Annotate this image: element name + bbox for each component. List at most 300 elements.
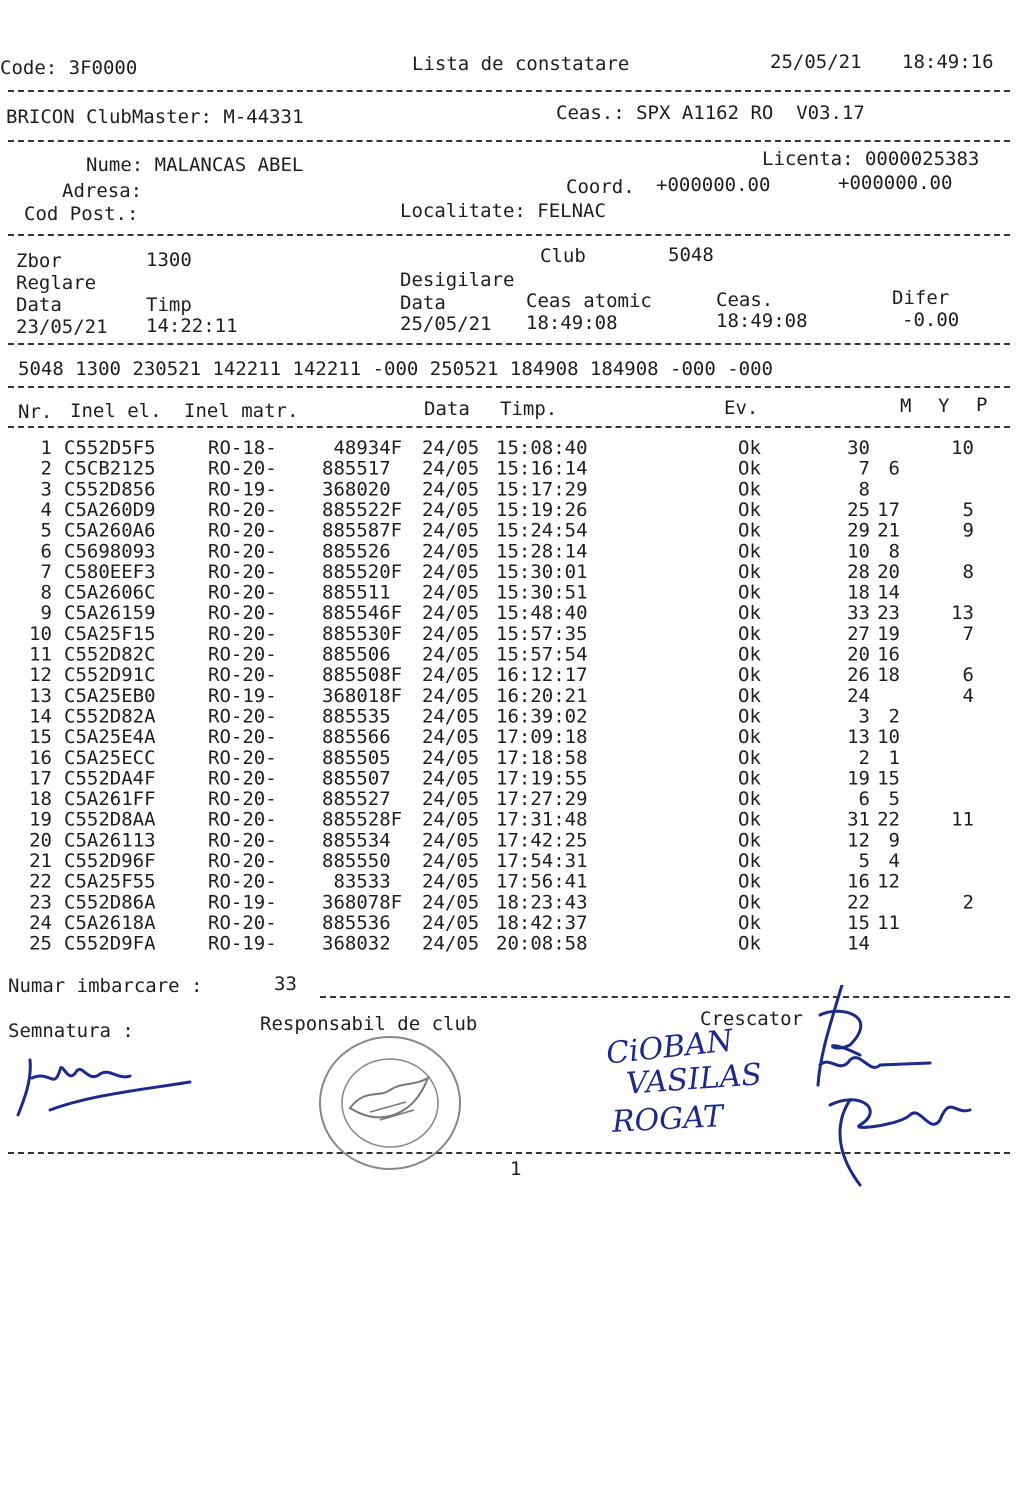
rank-y: 1 — [888, 746, 900, 769]
rank-y: 5 — [888, 788, 900, 811]
ring-prefix: RO-19- — [208, 684, 277, 707]
association-stamp — [310, 1028, 470, 1178]
ring-prefix: RO-20- — [208, 808, 277, 831]
electronic-ring: C5A2606C — [64, 581, 156, 604]
row-number: 1 — [40, 437, 52, 459]
event-status: Ok — [738, 519, 761, 542]
arrival-date: 24/05 — [422, 684, 480, 707]
arrival-time: 15:08:40 — [496, 437, 588, 459]
ring-number: 885546F — [322, 602, 403, 625]
arrival-date: 24/05 — [422, 643, 480, 666]
event-status: Ok — [738, 602, 761, 625]
event-status: Ok — [738, 643, 761, 666]
ring-prefix: RO-20- — [208, 911, 277, 934]
event-status: Ok — [738, 457, 761, 480]
table-row — [18, 830, 998, 851]
arrival-date: 24/05 — [422, 850, 480, 872]
row-number: 12 — [29, 664, 52, 687]
flight-label: Zbor — [16, 250, 62, 272]
rank-m: 16 — [847, 870, 870, 893]
row-number: 5 — [40, 519, 52, 542]
ring-number: 48934F — [322, 437, 403, 459]
ring-number: 885587F — [322, 519, 403, 542]
ring-prefix: RO-19- — [208, 932, 277, 955]
table-row — [18, 500, 998, 521]
table-row — [18, 645, 998, 666]
club-responsible-label: Responsabil de club — [260, 1013, 478, 1035]
reglare-time: 14:22:11 — [146, 315, 238, 337]
ring-number: 368018F — [322, 684, 403, 707]
rank-y: 9 — [888, 829, 900, 852]
rank-m: 5 — [858, 850, 870, 872]
arrival-date: 24/05 — [422, 808, 480, 831]
event-status: Ok — [738, 932, 761, 955]
rank-y: 10 — [877, 726, 900, 749]
arrival-time: 15:17:29 — [496, 478, 588, 501]
page-number: 1 — [510, 1158, 522, 1180]
col-timp: Timp. — [500, 398, 558, 420]
rank-m: 8 — [858, 478, 870, 501]
ring-number: 885507 — [322, 767, 391, 790]
arrival-time: 20:08:58 — [496, 932, 588, 955]
desigilare-clock: 18:49:08 — [716, 310, 808, 332]
rank-m: 22 — [847, 891, 870, 914]
table-row — [18, 438, 998, 459]
arrival-date: 24/05 — [422, 540, 480, 563]
rank-m: 26 — [847, 664, 870, 687]
table-row — [18, 459, 998, 480]
table-row — [18, 851, 998, 872]
arrival-date: 24/05 — [422, 932, 480, 955]
table-row — [18, 541, 998, 562]
ring-prefix: RO-20- — [208, 457, 277, 480]
arrival-time: 18:42:37 — [496, 911, 588, 934]
arrival-time: 17:31:48 — [496, 808, 588, 831]
ring-prefix: RO-20- — [208, 829, 277, 852]
arrival-time: 15:24:54 — [496, 519, 588, 542]
rank-y: 19 — [877, 622, 900, 645]
table-row — [18, 810, 998, 831]
rank-y: 18 — [877, 664, 900, 687]
arrival-date: 24/05 — [422, 437, 480, 459]
rank-y: 20 — [877, 560, 900, 583]
table-row — [18, 686, 998, 707]
electronic-ring: C552D856 — [64, 478, 156, 501]
event-status: Ok — [738, 684, 761, 707]
row-number: 3 — [40, 478, 52, 501]
breeder-label: Crescator — [700, 1008, 803, 1030]
rank-m: 2 — [858, 746, 870, 769]
electronic-ring: C580EEF3 — [64, 560, 156, 583]
electronic-ring: C5A26159 — [64, 602, 156, 625]
rank-m: 19 — [847, 767, 870, 790]
rank-p: 10 — [951, 437, 974, 459]
rank-y: 6 — [888, 457, 900, 480]
owner-name: Nume: MALANCAS ABEL — [86, 154, 304, 176]
electronic-ring: C5A260A6 — [64, 519, 156, 542]
rank-y: 14 — [877, 581, 900, 604]
breeder-signatures — [790, 985, 990, 1195]
rank-p: 7 — [962, 622, 974, 645]
postal-code-label: Cod Post.: — [24, 203, 139, 225]
rank-m: 24 — [847, 684, 870, 707]
row-number: 25 — [29, 932, 52, 955]
divider — [8, 140, 1010, 142]
row-number: 11 — [29, 643, 52, 666]
table-row — [18, 665, 998, 686]
table-row — [18, 789, 998, 810]
ring-prefix: RO-20- — [208, 746, 277, 769]
table-row — [18, 479, 998, 500]
coord-x: +000000.00 — [656, 174, 771, 196]
rank-p: 5 — [962, 498, 974, 521]
arrival-time: 17:09:18 — [496, 726, 588, 749]
arrival-time: 17:27:29 — [496, 788, 588, 811]
event-status: Ok — [738, 726, 761, 749]
ring-number: 885528F — [322, 808, 403, 831]
electronic-ring: C552D82A — [64, 705, 156, 728]
arrival-time: 16:12:17 — [496, 664, 588, 687]
ring-prefix: RO-20- — [208, 664, 277, 687]
arrival-date: 24/05 — [422, 581, 480, 604]
row-number: 2 — [40, 457, 52, 480]
event-status: Ok — [738, 664, 761, 687]
electronic-ring: C552D91C — [64, 664, 156, 687]
arrival-date: 24/05 — [422, 519, 480, 542]
col-y: Y — [938, 395, 950, 417]
rank-m: 30 — [847, 437, 870, 459]
table-row — [18, 872, 998, 893]
ring-prefix: RO-19- — [208, 478, 277, 501]
event-status: Ok — [738, 870, 761, 893]
ring-number: 885550 — [322, 850, 391, 872]
rank-y: 2 — [888, 705, 900, 728]
col-ev: Ev. — [724, 397, 759, 419]
rank-p: 6 — [962, 664, 974, 687]
club-number: 5048 — [668, 244, 714, 266]
data-label-2: Data — [400, 292, 446, 314]
electronic-ring: C5A25F15 — [64, 622, 156, 645]
table-row — [18, 583, 998, 604]
row-number: 8 — [40, 581, 52, 604]
ring-prefix: RO-20- — [208, 850, 277, 872]
handwritten-name-3: ROGAT — [611, 1099, 725, 1140]
arrival-date: 24/05 — [422, 498, 480, 521]
rank-y: 12 — [877, 870, 900, 893]
handwritten-name-2: VASILAS — [624, 1057, 763, 1102]
electronic-ring: C552D5F5 — [64, 437, 156, 459]
table-row — [18, 892, 998, 913]
rank-p: 13 — [951, 602, 974, 625]
table-row — [18, 706, 998, 727]
arrival-time: 17:19:55 — [496, 767, 588, 790]
ring-number: 885520F — [322, 560, 403, 583]
ring-prefix: RO-20- — [208, 705, 277, 728]
boarding-count-label: Numar imbarcare : — [8, 975, 203, 997]
arrival-time: 17:42:25 — [496, 829, 588, 852]
divider — [8, 343, 1010, 345]
event-status: Ok — [738, 478, 761, 501]
ring-prefix: RO-20- — [208, 602, 277, 625]
event-status: Ok — [738, 808, 761, 831]
col-p: P — [976, 394, 988, 416]
license-number: Licenta: 0000025383 — [762, 148, 980, 170]
ring-prefix: RO-20- — [208, 622, 277, 645]
arrival-date: 24/05 — [422, 602, 480, 625]
electronic-ring: C5CB2125 — [64, 457, 156, 480]
ring-number: 885508F — [322, 664, 403, 687]
arrival-date: 24/05 — [422, 726, 480, 749]
arrival-date: 24/05 — [422, 746, 480, 769]
row-number: 19 — [29, 808, 52, 831]
rank-y: 21 — [877, 519, 900, 542]
rank-m: 29 — [847, 519, 870, 542]
arrival-date: 24/05 — [422, 911, 480, 934]
ring-prefix: RO-20- — [208, 581, 277, 604]
row-number: 7 — [40, 560, 52, 583]
event-status: Ok — [738, 705, 761, 728]
divider — [8, 386, 1010, 388]
arrival-time: 16:39:02 — [496, 705, 588, 728]
rank-y: 4 — [888, 850, 900, 872]
signature-scribble — [10, 1040, 200, 1120]
event-status: Ok — [738, 498, 761, 521]
arrival-time: 15:57:54 — [496, 643, 588, 666]
ring-number: 885534 — [322, 829, 391, 852]
ring-prefix: RO-20- — [208, 560, 277, 583]
rank-y: 22 — [877, 808, 900, 831]
ring-number: 885511 — [322, 581, 391, 604]
coord-y: +000000.00 — [838, 172, 953, 194]
rank-m: 25 — [847, 498, 870, 521]
arrival-time: 18:23:43 — [496, 891, 588, 914]
table-row — [18, 748, 998, 769]
table-row — [18, 521, 998, 542]
electronic-ring: C552D8AA — [64, 808, 156, 831]
arrival-time: 17:18:58 — [496, 746, 588, 769]
electronic-ring: C5698093 — [64, 540, 156, 563]
flight-number: 1300 — [146, 249, 192, 271]
ring-prefix: RO-20- — [208, 767, 277, 790]
arrival-time: 16:20:21 — [496, 684, 588, 707]
row-number: 16 — [29, 746, 52, 769]
rank-y: 11 — [877, 911, 900, 934]
rank-y: 23 — [877, 602, 900, 625]
difference-label: Difer — [892, 287, 950, 309]
row-number: 10 — [29, 622, 52, 645]
arrival-time: 15:30:01 — [496, 560, 588, 583]
ring-number: 885506 — [322, 643, 391, 666]
col-data: Data — [424, 398, 470, 420]
ring-prefix: RO-18- — [208, 437, 277, 459]
ring-prefix: RO-20- — [208, 498, 277, 521]
event-status: Ok — [738, 581, 761, 604]
ring-number: 885526 — [322, 540, 391, 563]
rank-m: 15 — [847, 911, 870, 934]
handwritten-name-1: CiOBAN — [604, 1023, 735, 1072]
ring-number: 885535 — [322, 705, 391, 728]
ring-prefix: RO-20- — [208, 870, 277, 893]
table-row — [18, 768, 998, 789]
results-table — [18, 438, 998, 963]
rank-m: 33 — [847, 602, 870, 625]
header-time: 18:49:16 — [902, 51, 994, 73]
ring-prefix: RO-20- — [208, 643, 277, 666]
table-row — [18, 934, 998, 955]
atomic-clock-label: Ceas atomic — [526, 290, 652, 312]
divider — [8, 1152, 1010, 1154]
arrival-time: 15:28:14 — [496, 540, 588, 563]
event-status: Ok — [738, 788, 761, 811]
arrival-date: 24/05 — [422, 478, 480, 501]
rank-m: 7 — [858, 457, 870, 480]
divider — [8, 234, 1010, 236]
rank-y: 16 — [877, 643, 900, 666]
arrival-date: 24/05 — [422, 664, 480, 687]
electronic-ring: C552D9FA — [64, 932, 156, 955]
boarding-count: 33 — [274, 973, 297, 995]
clock-id: Ceas.: SPX A1162 RO V03.17 — [556, 102, 865, 124]
divider — [8, 90, 1010, 92]
row-number: 4 — [40, 498, 52, 521]
event-status: Ok — [738, 746, 761, 769]
arrival-date: 24/05 — [422, 891, 480, 914]
electronic-ring: C552D86A — [64, 891, 156, 914]
electronic-ring: C5A260D9 — [64, 498, 156, 521]
reglare-label: Reglare — [16, 272, 97, 294]
rank-p: 11 — [951, 808, 974, 831]
arrival-time: 15:48:40 — [496, 602, 588, 625]
desigilare-label: Desigilare — [400, 269, 515, 291]
rank-m: 18 — [847, 581, 870, 604]
row-number: 15 — [29, 726, 52, 749]
rank-p: 8 — [962, 560, 974, 583]
header-date: 25/05/21 — [770, 51, 862, 73]
electronic-ring: C5A25F55 — [64, 870, 156, 893]
rank-m: 3 — [858, 705, 870, 728]
ring-number: 885530F — [322, 622, 403, 645]
event-status: Ok — [738, 850, 761, 872]
rank-y: 8 — [888, 540, 900, 563]
arrival-time: 15:30:51 — [496, 581, 588, 604]
event-status: Ok — [738, 622, 761, 645]
table-row — [18, 624, 998, 645]
row-number: 14 — [29, 705, 52, 728]
ring-prefix: RO-20- — [208, 726, 277, 749]
clock-label: Ceas. — [716, 289, 774, 311]
col-inel-matr: Inel matr. — [184, 400, 299, 422]
ring-number: 885536 — [322, 911, 391, 934]
arrival-time: 15:57:35 — [496, 622, 588, 645]
rank-p: 9 — [962, 519, 974, 542]
arrival-date: 24/05 — [422, 829, 480, 852]
clubmaster-id: BRICON ClubMaster: M-44331 — [6, 106, 304, 128]
ring-prefix: RO-20- — [208, 788, 277, 811]
rank-y: 17 — [877, 498, 900, 521]
desigilare-atomic: 18:49:08 — [526, 312, 618, 334]
rank-p: 2 — [962, 891, 974, 914]
table-row — [18, 913, 998, 934]
data-label: Data — [16, 294, 62, 316]
ring-number: 885517 — [322, 457, 391, 480]
event-status: Ok — [738, 911, 761, 934]
col-nr: Nr. — [18, 401, 53, 423]
event-status: Ok — [738, 560, 761, 583]
rank-m: 13 — [847, 726, 870, 749]
table-row — [18, 603, 998, 624]
electronic-ring: C552DA4F — [64, 767, 156, 790]
coord-label: Coord. — [566, 176, 635, 198]
event-status: Ok — [738, 891, 761, 914]
ring-number: 368032 — [322, 932, 391, 955]
ring-prefix: RO-19- — [208, 891, 277, 914]
rank-m: 31 — [847, 808, 870, 831]
rank-m: 12 — [847, 829, 870, 852]
event-status: Ok — [738, 437, 761, 459]
arrival-date: 24/05 — [422, 457, 480, 480]
rank-p: 4 — [962, 684, 974, 707]
electronic-ring: C5A25E4A — [64, 726, 156, 749]
ring-number: 885505 — [322, 746, 391, 769]
address-label: Adresa: — [62, 180, 143, 202]
electronic-ring: C552D82C — [64, 643, 156, 666]
rank-y: 15 — [877, 767, 900, 790]
electronic-ring: C5A261FF — [64, 788, 156, 811]
row-number: 13 — [29, 684, 52, 707]
col-inel-el: Inel el. — [70, 400, 162, 422]
difference-value: -0.00 — [902, 309, 960, 331]
ring-number: 368020 — [322, 478, 391, 501]
divider — [8, 426, 1010, 428]
arrival-time: 17:54:31 — [496, 850, 588, 872]
ring-number: 83533 — [322, 870, 391, 893]
rank-m: 6 — [858, 788, 870, 811]
row-number: 6 — [40, 540, 52, 563]
arrival-time: 17:56:41 — [496, 870, 588, 893]
row-number: 17 — [29, 767, 52, 790]
electronic-ring: C5A2618A — [64, 911, 156, 934]
row-number: 18 — [29, 788, 52, 811]
ring-number: 368078F — [322, 891, 403, 914]
ring-number: 885522F — [322, 498, 403, 521]
signature-label: Semnatura : — [8, 1020, 134, 1042]
rank-m: 10 — [847, 540, 870, 563]
rank-m: 28 — [847, 560, 870, 583]
electronic-ring: C552D96F — [64, 850, 156, 872]
ring-prefix: RO-20- — [208, 519, 277, 542]
electronic-ring: C5A26113 — [64, 829, 156, 852]
row-number: 9 — [40, 602, 52, 625]
code-label: Code: 3F0000 — [0, 57, 138, 79]
arrival-date: 24/05 — [422, 788, 480, 811]
rank-m: 27 — [847, 622, 870, 645]
arrival-date: 24/05 — [422, 622, 480, 645]
row-number: 20 — [29, 829, 52, 852]
timp-label: Timp — [146, 294, 192, 316]
reglare-date: 23/05/21 — [16, 316, 108, 338]
locality: Localitate: FELNAC — [400, 200, 606, 222]
arrival-time: 15:19:26 — [496, 498, 588, 521]
electronic-ring: C5A25EB0 — [64, 684, 156, 707]
electronic-ring: C5A25ECC — [64, 746, 156, 769]
ring-prefix: RO-20- — [208, 540, 277, 563]
table-row — [18, 727, 998, 748]
arrival-date: 24/05 — [422, 767, 480, 790]
event-status: Ok — [738, 540, 761, 563]
ring-number: 885566 — [322, 726, 391, 749]
desigilare-date: 25/05/21 — [400, 313, 492, 335]
arrival-time: 15:16:14 — [496, 457, 588, 480]
